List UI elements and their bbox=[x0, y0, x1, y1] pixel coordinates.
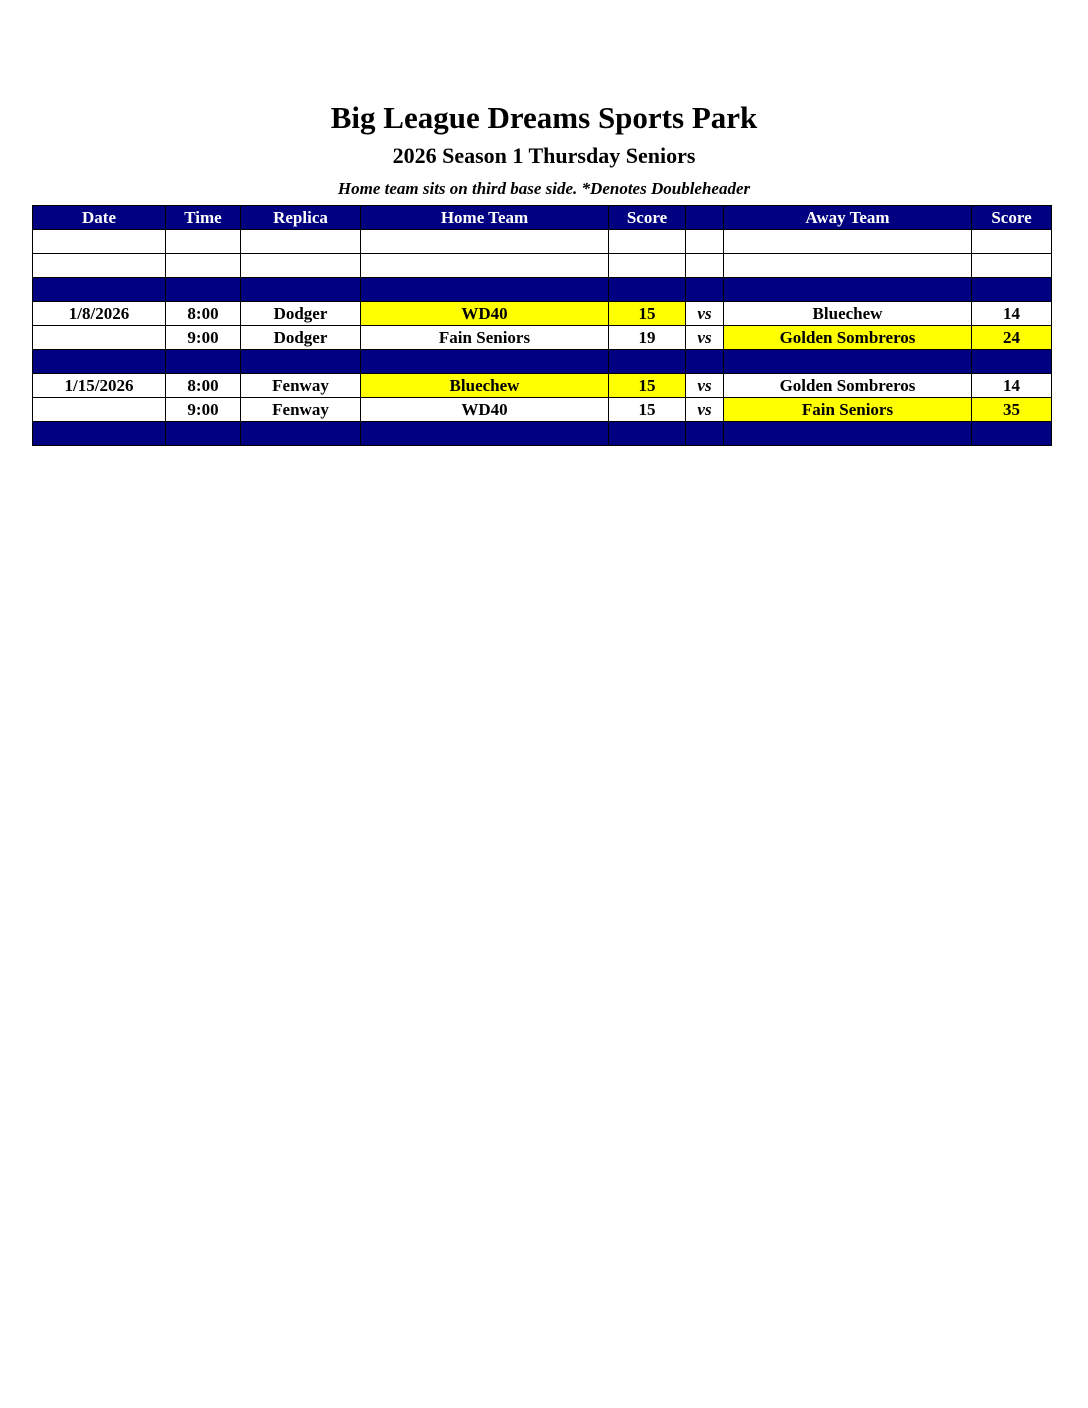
game-row bbox=[33, 302, 1052, 326]
away-team: Golden Sombreros bbox=[724, 326, 972, 350]
table-header-row bbox=[33, 206, 1052, 230]
separator-row bbox=[33, 422, 1052, 446]
away-score: 14 bbox=[972, 302, 1052, 326]
column-header-time: Time bbox=[166, 206, 241, 230]
game-row bbox=[33, 374, 1052, 398]
away-team: Golden Sombreros bbox=[724, 374, 972, 398]
versus-label: vs bbox=[686, 302, 724, 326]
separator-row bbox=[33, 350, 1052, 374]
game-field: Dodger bbox=[241, 326, 361, 350]
column-header-vs bbox=[686, 206, 724, 230]
separator-row bbox=[33, 278, 1052, 302]
away-team: Fain Seniors bbox=[724, 398, 972, 422]
column-header-away-score: Score bbox=[972, 206, 1052, 230]
game-date: 1/15/2026 bbox=[33, 374, 166, 398]
home-score: 15 bbox=[609, 302, 686, 326]
home-team: WD40 bbox=[361, 302, 609, 326]
empty-row bbox=[33, 254, 1052, 278]
game-field: Fenway bbox=[241, 398, 361, 422]
home-score: 19 bbox=[609, 326, 686, 350]
column-header-home-score: Score bbox=[609, 206, 686, 230]
versus-label: vs bbox=[686, 374, 724, 398]
away-score: 24 bbox=[972, 326, 1052, 350]
away-score: 14 bbox=[972, 374, 1052, 398]
column-header-date: Date bbox=[33, 206, 166, 230]
column-header-home-team: Home Team bbox=[361, 206, 609, 230]
home-score: 15 bbox=[609, 374, 686, 398]
schedule-table bbox=[32, 205, 1052, 446]
versus-label: vs bbox=[686, 398, 724, 422]
home-score: 15 bbox=[609, 398, 686, 422]
page-title: Big League Dreams Sports Park bbox=[330, 100, 758, 135]
game-date bbox=[33, 326, 166, 350]
game-row bbox=[33, 326, 1052, 350]
empty-row bbox=[33, 230, 1052, 254]
game-time: 8:00 bbox=[166, 374, 241, 398]
away-team: Bluechew bbox=[724, 302, 972, 326]
game-field: Fenway bbox=[241, 374, 361, 398]
home-team: Bluechew bbox=[361, 374, 609, 398]
away-score: 35 bbox=[972, 398, 1052, 422]
schedule-note: Home team sits on third base side. *Denotes Doubleheader bbox=[337, 179, 751, 198]
page-subtitle: 2026 Season 1 Thursday Seniors bbox=[392, 143, 696, 168]
column-header-away-team: Away Team bbox=[724, 206, 972, 230]
game-field: Dodger bbox=[241, 302, 361, 326]
game-time: 9:00 bbox=[166, 326, 241, 350]
game-time: 9:00 bbox=[166, 398, 241, 422]
game-row bbox=[33, 398, 1052, 422]
game-date bbox=[33, 398, 166, 422]
game-time: 8:00 bbox=[166, 302, 241, 326]
column-header-replica: Replica bbox=[241, 206, 361, 230]
versus-label: vs bbox=[686, 326, 724, 350]
home-team: Fain Seniors bbox=[361, 326, 609, 350]
home-team: WD40 bbox=[361, 398, 609, 422]
game-date: 1/8/2026 bbox=[33, 302, 166, 326]
